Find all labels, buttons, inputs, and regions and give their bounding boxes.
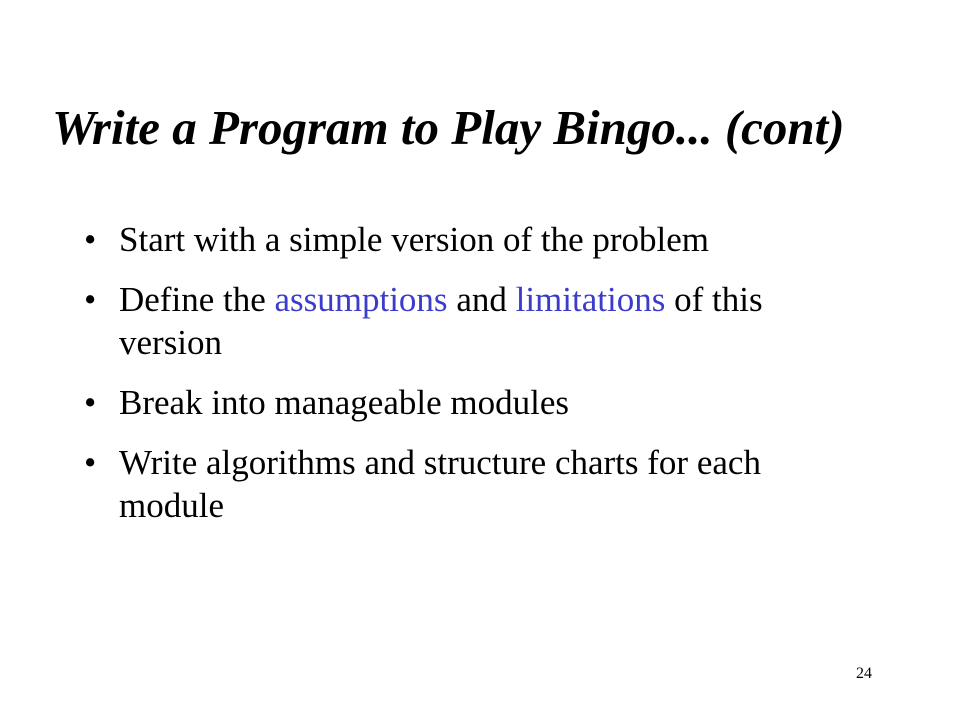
bullet-text-middle: and — [447, 280, 516, 319]
slide-title: Write a Program to Play Bingo... (cont) — [52, 100, 845, 155]
bullet-text-before: Define the — [119, 280, 275, 319]
bullet-text: Start with a simple version of the problem — [119, 220, 710, 259]
bullet-icon: • — [84, 220, 97, 259]
highlight-assumptions: assumptions — [274, 280, 448, 319]
bullet-item-break-modules — [84, 381, 844, 424]
bullet-item-start-simple — [84, 218, 844, 261]
bullet-list — [84, 218, 844, 544]
bullet-icon: • — [84, 383, 97, 422]
bullet-icon: • — [84, 280, 97, 319]
bullet-icon: • — [84, 443, 97, 482]
page-number: 24 — [856, 665, 872, 682]
bullet-text: Break into manageable modules — [119, 383, 569, 422]
bullet-item-write-algorithms — [84, 441, 844, 527]
bullet-text: Write algorithms and structure charts for each module — [119, 443, 761, 525]
highlight-limitations: limitations — [515, 280, 666, 319]
bullet-item-define-assumptions — [84, 278, 844, 364]
bullet-text-after: of this version — [119, 280, 763, 362]
